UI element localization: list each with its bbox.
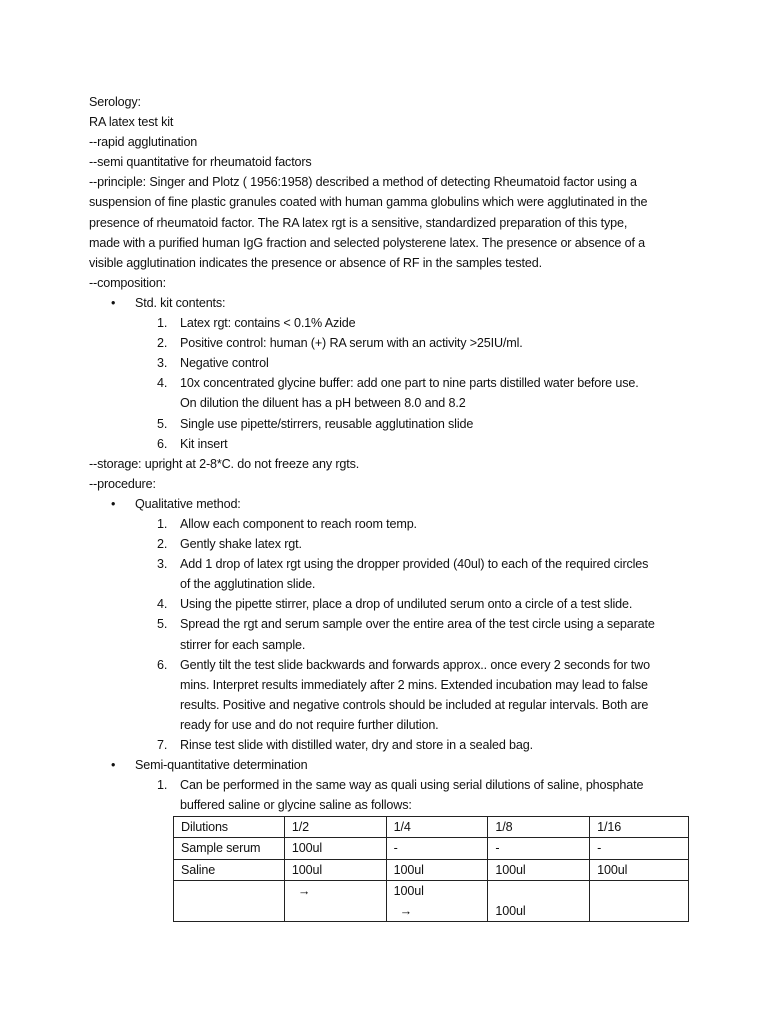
dilution-table (173, 816, 689, 921)
list-item-text: mins. Interpret results immediately after 2 mins. Extended incubation may lead to false (180, 677, 648, 692)
principle-paragraph (89, 172, 689, 272)
list-item-text: Positive control: human (+) RA serum with an activity >25IU/ml. (180, 336, 523, 351)
list-item-number: 6. (157, 657, 168, 672)
list-item-text: Add 1 drop of latex rgt using the dropper provided (40ul) to each of the required circles (180, 557, 649, 572)
list-item-text: results. Positive and negative controls should be included at regular intervals. Both are (180, 697, 649, 712)
list-item-continuation (89, 574, 689, 594)
table-cell-value: 100ul (393, 883, 424, 898)
table-cell-value: 100ul (495, 903, 526, 918)
list-item-text: Gently shake latex rgt. (180, 537, 302, 552)
list-item (89, 414, 689, 434)
list-item-text: Kit insert (180, 436, 228, 451)
principle-line: presence of rheumatoid factor. The RA latex rgt is a sensitive, standardized preparation of this type, (89, 215, 628, 230)
list-item-text: stirrer for each sample. (180, 637, 306, 652)
list-item-continuation (89, 715, 689, 735)
bullet-icon: • (111, 496, 116, 511)
principle-line: suspension of fine plastic granules coated with human gamma globulins which were agglutinated in the (89, 195, 648, 210)
arrow-right-icon: → (399, 903, 413, 918)
feature-line: --rapid agglutination (89, 135, 198, 150)
semi-quantitative-steps (89, 775, 689, 815)
principle-line: --principle: Singer and Plotz ( 1956:1958) described a method of detecting Rheumatoid factor using a (89, 175, 637, 190)
list-item (89, 333, 689, 353)
list-item-text: Single use pipette/stirrers, reusable agglutination slide (180, 416, 474, 431)
list-item (89, 775, 689, 795)
table-cell: 100ul (284, 859, 386, 880)
list-item (89, 313, 689, 333)
list-item-text: On dilution the diluent has a pH between 8.0 and 8.2 (180, 396, 466, 411)
table-row (174, 838, 689, 859)
list-item-number: 7. (157, 738, 168, 752)
list-item-number: 5. (157, 416, 168, 431)
table-cell (488, 880, 590, 921)
list-item-text: ready for use and do not require further dilution. (180, 717, 439, 732)
table-cell: 100ul (284, 838, 386, 859)
storage-line: --storage: upright at 2-8*C. do not freeze any rgts. (89, 456, 360, 471)
list-item-continuation (89, 795, 689, 815)
table-header-cell: 1/4 (386, 817, 488, 838)
qualitative-bullet (89, 494, 689, 514)
list-item-number: 3. (157, 557, 168, 572)
list-item-continuation (89, 675, 689, 695)
list-item-number: 6. (157, 436, 168, 451)
bullet-label: Qualitative method: (135, 496, 241, 511)
list-item-number: 1. (157, 516, 168, 531)
list-item-text: Latex rgt: contains < 0.1% Azide (180, 316, 356, 331)
table-cell: 100ul (386, 859, 488, 880)
list-item-text: Using the pipette stirrer, place a drop of undiluted serum onto a circle of a test slide. (180, 597, 633, 612)
list-item-number: 3. (157, 356, 168, 371)
list-item-continuation (89, 393, 689, 413)
table-header-cell: Dilutions (174, 817, 285, 838)
table-cell (284, 880, 386, 921)
list-item (89, 594, 689, 614)
list-item-text: Rinse test slide with distilled water, dry and store in a sealed bag. (180, 738, 533, 752)
list-item-text: Can be performed in the same way as quali using serial dilutions of saline, phosphate (180, 778, 644, 793)
list-item-number: 4. (157, 597, 168, 612)
bullet-icon: • (111, 295, 116, 310)
list-item-continuation (89, 695, 689, 715)
principle-line: visible agglutination indicates the presence or absence of RF in the samples tested. (89, 255, 542, 270)
principle-line: made with a purified human IgG fraction and selected polysterene latex. The presence or absence of a (89, 235, 646, 250)
table-transfer-row (174, 880, 689, 921)
list-item-number: 5. (157, 617, 168, 632)
list-item-text: Gently tilt the test slide backwards and forwards approx.. once every 2 seconds for two (180, 657, 650, 672)
bullet-icon: • (111, 758, 116, 773)
table-header-cell: 1/2 (284, 817, 386, 838)
list-item-text: Negative control (180, 356, 269, 371)
composition-list (89, 313, 689, 454)
list-item-number: 4. (157, 376, 168, 391)
list-item (89, 514, 689, 534)
bullet-label: Semi-quantitative determination (135, 758, 308, 773)
table-cell (174, 880, 285, 921)
list-item-text: buffered saline or glycine saline as follows: (180, 798, 412, 813)
list-item (89, 655, 689, 675)
table-cell: - (590, 838, 689, 859)
list-item-number: 1. (157, 316, 168, 331)
procedure-heading: --procedure: (89, 476, 156, 491)
list-item-number: 2. (157, 336, 168, 351)
semi-quantitative-bullet (89, 755, 689, 775)
table-cell: Saline (174, 859, 285, 880)
list-item (89, 373, 689, 393)
list-item-number: 2. (157, 537, 168, 552)
list-item (89, 534, 689, 554)
list-item (89, 554, 689, 574)
list-item (89, 353, 689, 373)
bullet-label: Std. kit contents: (135, 295, 226, 310)
list-item (89, 735, 689, 755)
composition-bullet (89, 293, 689, 313)
table-header-cell: 1/16 (590, 817, 689, 838)
list-item-text: Spread the rgt and serum sample over the entire area of the test circle using a separate (180, 617, 655, 632)
list-item (89, 434, 689, 454)
table-header-row (174, 817, 689, 838)
table-cell (590, 880, 689, 921)
list-item-text: Allow each component to reach room temp. (180, 516, 417, 531)
kit-name: RA latex test kit (89, 115, 174, 130)
table-header-cell: 1/8 (488, 817, 590, 838)
table-cell (386, 880, 488, 921)
list-item-number: 1. (157, 778, 168, 793)
list-item-continuation (89, 635, 689, 655)
table-row (174, 859, 689, 880)
feature-line: --semi quantitative for rheumatoid factors (89, 155, 312, 170)
table-cell: 100ul (590, 859, 689, 880)
arrow-right-icon: → (297, 883, 311, 898)
table-cell: Sample serum (174, 838, 285, 859)
list-item-text: of the agglutination slide. (180, 577, 316, 592)
document-title: Serology: (89, 95, 141, 109)
table-cell: - (386, 838, 488, 859)
list-item (89, 614, 689, 634)
list-item-text: 10x concentrated glycine buffer: add one part to nine parts distilled water before use. (180, 376, 639, 391)
table-cell: 100ul (488, 859, 590, 880)
document-page (89, 92, 689, 922)
composition-heading: --composition: (89, 275, 166, 290)
qualitative-steps (89, 514, 689, 755)
table-cell: - (488, 838, 590, 859)
